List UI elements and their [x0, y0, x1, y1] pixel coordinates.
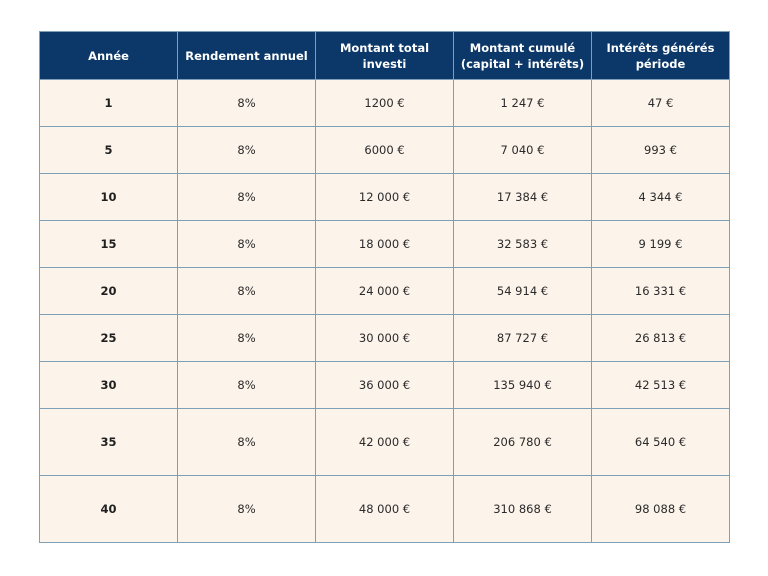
header-cumule-line1: Montant cumulé — [469, 40, 576, 55]
cell-investi: 36 000 € — [316, 362, 454, 409]
header-rendement-label: Rendement annuel — [185, 48, 308, 63]
header-rendement-annuel — [178, 32, 316, 80]
cell-cumule: 54 914 € — [454, 268, 592, 315]
cell-cumule: 87 727 € — [454, 315, 592, 362]
cell-annee: 5 — [40, 127, 178, 174]
header-interets-line1: Intérêts générés — [606, 40, 715, 55]
cell-investi: 48 000 € — [316, 476, 454, 543]
cell-investi: 18 000 € — [316, 221, 454, 268]
cell-investi: 6000 € — [316, 127, 454, 174]
cell-annee: 35 — [40, 409, 178, 476]
cell-cumule: 7 040 € — [454, 127, 592, 174]
cell-interets: 26 813 € — [592, 315, 730, 362]
cell-rendement: 8% — [178, 476, 316, 543]
cell-annee: 10 — [40, 174, 178, 221]
table-row — [40, 174, 730, 221]
cell-annee: 15 — [40, 221, 178, 268]
table-header-row — [40, 32, 730, 80]
cell-interets: 9 199 € — [592, 221, 730, 268]
cell-investi: 24 000 € — [316, 268, 454, 315]
cell-annee: 25 — [40, 315, 178, 362]
cell-rendement: 8% — [178, 409, 316, 476]
table-row — [40, 221, 730, 268]
table-row — [40, 315, 730, 362]
cell-rendement: 8% — [178, 362, 316, 409]
cell-cumule: 310 868 € — [454, 476, 592, 543]
header-cumule-line2: (capital + intérêts) — [460, 56, 585, 71]
header-interets-generes — [592, 32, 730, 80]
cell-interets: 16 331 € — [592, 268, 730, 315]
cell-annee: 1 — [40, 80, 178, 127]
cell-rendement: 8% — [178, 80, 316, 127]
header-investi-line2: investi — [362, 56, 407, 71]
cell-cumule: 206 780 € — [454, 409, 592, 476]
cell-annee: 20 — [40, 268, 178, 315]
cell-investi: 30 000 € — [316, 315, 454, 362]
header-investi-line1: Montant total — [339, 40, 430, 55]
table-row — [40, 409, 730, 476]
cell-annee: 40 — [40, 476, 178, 543]
investment-table-container — [39, 31, 729, 543]
cell-interets: 42 513 € — [592, 362, 730, 409]
cell-rendement: 8% — [178, 174, 316, 221]
cell-interets: 64 540 € — [592, 409, 730, 476]
cell-cumule: 17 384 € — [454, 174, 592, 221]
header-annee — [40, 32, 178, 80]
cell-interets: 98 088 € — [592, 476, 730, 543]
header-annee-label: Année — [88, 48, 129, 63]
cell-rendement: 8% — [178, 268, 316, 315]
cell-investi: 42 000 € — [316, 409, 454, 476]
table-row — [40, 476, 730, 543]
table-row — [40, 80, 730, 127]
cell-rendement: 8% — [178, 221, 316, 268]
cell-rendement: 8% — [178, 127, 316, 174]
cell-investi: 12 000 € — [316, 174, 454, 221]
header-interets-line2: période — [635, 56, 686, 71]
cell-interets: 47 € — [592, 80, 730, 127]
header-montant-total-investi — [316, 32, 454, 80]
cell-interets: 4 344 € — [592, 174, 730, 221]
cell-cumule: 135 940 € — [454, 362, 592, 409]
table-row — [40, 268, 730, 315]
cell-rendement: 8% — [178, 315, 316, 362]
cell-annee: 30 — [40, 362, 178, 409]
cell-investi: 1200 € — [316, 80, 454, 127]
cell-cumule: 32 583 € — [454, 221, 592, 268]
header-montant-cumule — [454, 32, 592, 80]
investment-table — [39, 31, 730, 543]
table-row — [40, 362, 730, 409]
cell-cumule: 1 247 € — [454, 80, 592, 127]
cell-interets: 993 € — [592, 127, 730, 174]
table-row — [40, 127, 730, 174]
